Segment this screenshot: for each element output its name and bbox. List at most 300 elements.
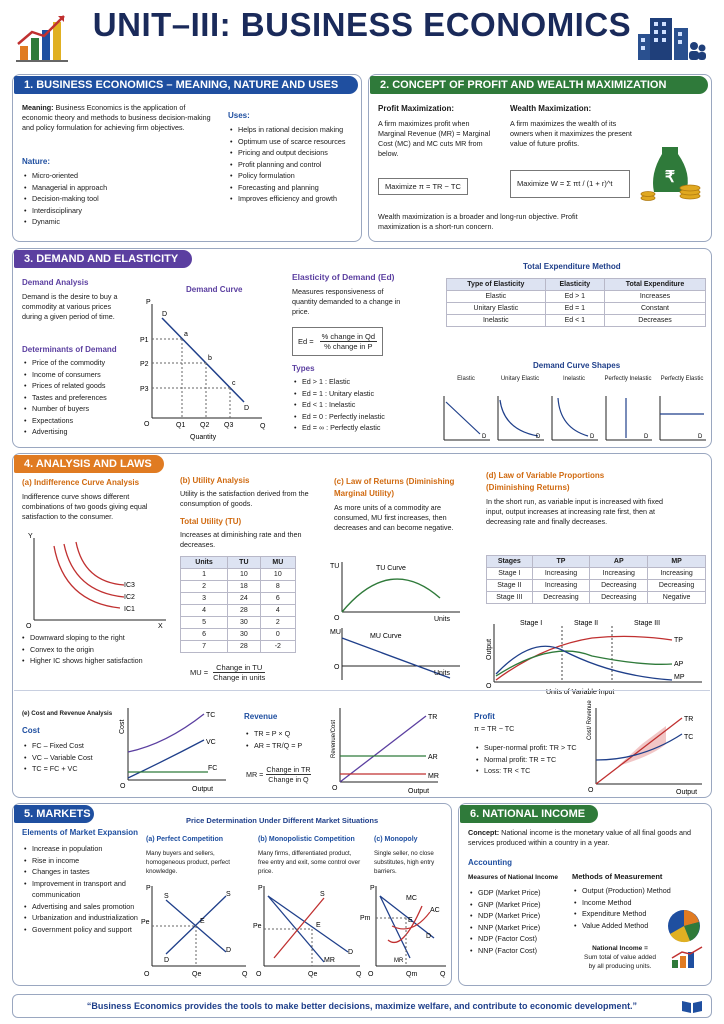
table-header: Total Expenditure: [605, 279, 706, 291]
svg-text:Revenue/Cost: Revenue/Cost: [331, 719, 337, 758]
demand-shape-1: [494, 376, 546, 444]
perfect-competition-chart: [142, 882, 252, 978]
demand-shape-0: [440, 376, 492, 444]
table-cell: 30: [228, 629, 261, 641]
shape-d-label: D: [482, 434, 487, 440]
table-cell: 4: [260, 605, 295, 617]
demand-curve-chart: [140, 296, 270, 442]
meaning-text: Meaning: Business Economics is the application of economic theory and methods to business decision-making and policy formulation for achieving firm objectives.: [22, 103, 211, 132]
svg-text:Units: Units: [434, 670, 450, 677]
list-item: • TR = P × Q: [246, 728, 336, 740]
perfect-competition-text: Many buyers and sellers, homogeneous product, perfect knowledge.: [146, 850, 230, 875]
section-3-header: 3. DEMAND AND ELASTICITY: [14, 250, 192, 268]
svg-text:Quantity: Quantity: [190, 434, 217, 441]
table-cell: Inelastic: [447, 315, 546, 327]
table-cell: Ed < 1: [545, 315, 604, 327]
list-item: • Advertising: [24, 426, 144, 438]
profit-formula: Maximize π = TR − TC: [378, 178, 468, 195]
list-item: • GNP (Market Price): [470, 899, 570, 911]
ic-chart: [24, 534, 170, 630]
shape-d-label: D: [698, 434, 703, 440]
table-row: [181, 569, 296, 581]
list-item: • VC – Variable Cost: [24, 752, 124, 764]
list-item: • Advertising and sales promotion: [24, 901, 142, 913]
svg-text:TR: TR: [684, 716, 694, 723]
list-item: • Downward sloping to the right: [22, 632, 182, 644]
table-row: [181, 593, 296, 605]
wealth-max-title: Wealth Maximization:: [510, 104, 592, 113]
svg-text:D: D: [244, 405, 250, 412]
svg-text:MR: MR: [428, 773, 439, 780]
svg-text:IC1: IC1: [124, 606, 135, 613]
profit-curve-chart: [582, 700, 708, 796]
section-1-header: 1. BUSINESS ECONOMICS – MEANING, NATURE AND USES: [14, 76, 358, 94]
svg-text:E: E: [408, 917, 413, 924]
svg-text:D: D: [348, 949, 354, 956]
monopolistic-chart: [254, 882, 366, 978]
svg-text:O: O: [26, 623, 32, 630]
svg-text:TU: TU: [330, 563, 340, 570]
profit-max-title: Profit Maximization:: [378, 104, 455, 113]
cost-curve-chart: [116, 704, 234, 794]
table-cell: Stage III: [487, 592, 533, 604]
profit-title: Profit: [474, 712, 495, 721]
table-cell: Negative: [648, 592, 706, 604]
list-item: • Forecasting and planning: [230, 182, 360, 194]
book-icon: [680, 998, 704, 1014]
determinants-list: [24, 357, 144, 438]
list-item: • Profit planning and control: [230, 159, 360, 171]
svg-text:AC: AC: [430, 907, 440, 914]
list-item: • Ed = ∞ : Perfectly elastic: [294, 422, 424, 434]
rupee-symbol: ₹: [664, 169, 676, 186]
table-header: Units: [181, 557, 228, 569]
svg-text:Output: Output: [486, 638, 493, 660]
list-item: • Ed > 1 : Elastic: [294, 376, 424, 388]
list-item: • Higher IC shows higher satisfaction: [22, 655, 182, 667]
utility-title: (b) Utility Analysis: [180, 476, 250, 485]
table-cell: 10: [228, 569, 261, 581]
table-row: [487, 580, 706, 592]
table-cell: 2: [260, 617, 295, 629]
table-cell: Decreasing: [532, 592, 590, 604]
list-item: • Decision-making tool: [24, 193, 204, 205]
demand-analysis-title: Demand Analysis: [22, 278, 89, 287]
table-cell: Stage I: [487, 568, 533, 580]
table-cell: Increasing: [532, 580, 590, 592]
table-header: MU: [260, 557, 295, 569]
measures-title: Measures of National Income: [468, 874, 558, 881]
table-cell: 1: [181, 569, 228, 581]
svg-text:O: O: [334, 615, 340, 622]
svg-text:P3: P3: [140, 386, 149, 393]
table-cell: 30: [228, 617, 261, 629]
svg-text:VC: VC: [206, 739, 216, 746]
svg-text:P: P: [258, 885, 263, 892]
svg-text:Output: Output: [676, 789, 698, 796]
list-item: • GDP (Market Price): [470, 887, 570, 899]
nature-list: [24, 170, 204, 228]
svg-text:Output: Output: [192, 786, 214, 793]
pie-chart-icon: [664, 906, 708, 946]
demand-shapes-row: [440, 376, 708, 444]
list-item: • Expectations: [24, 415, 144, 427]
ni-concept: Concept: National income is the monetary value of all final goods and services produced within a country in a year.: [468, 828, 691, 847]
svg-text:O: O: [334, 664, 340, 671]
uses-list: [230, 124, 360, 205]
svg-text:MP: MP: [674, 674, 685, 681]
list-item: • Super-normal profit: TR > TC: [476, 742, 596, 754]
revenue-title: Revenue: [244, 712, 278, 721]
table-cell: Decreasing: [648, 580, 706, 592]
shape-curve: [494, 394, 546, 444]
svg-text:O: O: [332, 785, 338, 792]
svg-text:D: D: [164, 957, 170, 964]
table-cell: Increasing: [590, 568, 648, 580]
table-cell: Elastic: [447, 291, 546, 303]
uses-label: Uses:: [228, 111, 250, 120]
svg-text:MU Curve: MU Curve: [370, 633, 402, 640]
table-cell: 24: [228, 593, 261, 605]
svg-text:Q: Q: [356, 971, 362, 978]
list-item: • Ed < 1 : Inelastic: [294, 399, 424, 411]
table-row: [487, 568, 706, 580]
types-title: Types: [292, 364, 315, 373]
svg-text:O: O: [256, 971, 262, 978]
table-cell: Ed > 1: [545, 291, 604, 303]
list-item: • Value Added Method: [574, 920, 690, 932]
ni-definition-box: National Income = Sum total of value added by all producing units.: [584, 945, 656, 970]
list-item: • Urbanization and industrialization: [24, 912, 142, 924]
table-row: [447, 291, 706, 303]
list-item: • Ed = 1 : Unitary elastic: [294, 388, 424, 400]
svg-text:AR: AR: [428, 754, 438, 761]
money-bag-icon: [640, 134, 706, 204]
determinants-title: Determinants of Demand: [22, 345, 117, 354]
table-cell: 3: [181, 593, 228, 605]
list-item: • Convex to the origin: [22, 644, 182, 656]
elasticity-types-list: [294, 376, 424, 434]
list-item: • Output (Production) Method: [574, 885, 690, 897]
cost-items-list: [24, 740, 124, 775]
section-5-header: 5. MARKETS: [14, 805, 94, 823]
variable-proportions-chart: [482, 616, 708, 698]
ic-properties-list: [22, 632, 182, 667]
list-item: • Expenditure Method: [574, 908, 690, 920]
svg-text:O: O: [588, 787, 594, 794]
demand-curve-title: Demand Curve: [186, 285, 243, 294]
wealth-formula: Maximize W = Σ πt / (1 + r)^t: [510, 170, 630, 198]
svg-text:Pe: Pe: [141, 919, 150, 926]
list-item: • Improves efficiency and growth: [230, 193, 360, 205]
list-item: • Income Method: [574, 897, 690, 909]
svg-text:Pm: Pm: [360, 915, 371, 922]
list-item: • Ed = 0 : Perfectly inelastic: [294, 411, 424, 423]
svg-text:P2: P2: [140, 361, 149, 368]
list-item: • Price of the commodity: [24, 357, 144, 369]
law-returns-title: (c) Law of Returns (Diminishing Marginal Utility): [334, 477, 455, 498]
table-cell: 7: [181, 641, 228, 653]
accounting-title: Accounting: [468, 858, 512, 867]
table-cell: Ed = 1: [545, 303, 604, 315]
wealth-profit-note: Wealth maximization is a broader and long-run objective. Profit maximization is a short-run concern.: [378, 212, 578, 231]
profit-formula-text: π = TR − TC: [474, 724, 515, 733]
tu-curve-chart: [330, 558, 470, 622]
svg-text:Cost: Cost: [119, 719, 126, 734]
mr-formula: MR = Change in TR Change in Q: [246, 765, 311, 784]
svg-text:Stage III: Stage III: [634, 620, 661, 627]
table-header: AP: [590, 556, 648, 568]
table-row: [181, 641, 296, 653]
svg-text:S: S: [226, 891, 231, 898]
monopoly-chart: [360, 882, 450, 978]
table-cell: Increases: [605, 291, 706, 303]
shape-curve: [656, 394, 708, 444]
perfect-competition-title: (a) Perfect Competition: [146, 836, 224, 843]
demand-shape-3: [602, 376, 654, 444]
table-cell: 5: [181, 617, 228, 629]
svg-text:Y: Y: [28, 533, 33, 540]
svg-text:IC3: IC3: [124, 582, 135, 589]
svg-text:IC2: IC2: [124, 594, 135, 601]
table-row: [487, 592, 706, 604]
table-row: [447, 315, 706, 327]
demand-shape-4: [656, 376, 708, 444]
variable-proportions-table: [486, 555, 706, 604]
table-row: [181, 581, 296, 593]
shape-d-label: D: [536, 434, 541, 440]
svg-text:Q: Q: [440, 971, 446, 978]
shape-curve: [440, 394, 492, 444]
ic-text: Indifference curve shows different combinations of two goods giving equal satisfaction to the consumer.: [22, 492, 148, 521]
svg-text:Q2: Q2: [200, 422, 210, 429]
wealth-max-text: A firm maximizes the wealth of its owners when it maximizes the present value of future profits.: [510, 119, 632, 148]
table-cell: Decreases: [605, 315, 706, 327]
svg-text:D: D: [162, 311, 168, 318]
svg-text:O: O: [486, 683, 492, 690]
monopolistic-title: (b) Monopolistic Competition: [258, 836, 355, 843]
table-header: Stages: [487, 556, 533, 568]
svg-text:AP: AP: [674, 661, 684, 668]
list-item: • NDP (Factor Cost): [470, 933, 570, 945]
svg-text:P: P: [370, 885, 375, 892]
shape-label: Perfectly Elastic: [660, 376, 704, 382]
svg-text:Q1: Q1: [176, 422, 186, 429]
footer-quote: “Business Economics provides the tools to make better decisions, maximize welfare, and contribute to economic development.”: [12, 994, 712, 1018]
list-item: • Number of buyers: [24, 403, 144, 415]
table-header: TP: [532, 556, 590, 568]
svg-text:D: D: [426, 933, 432, 940]
list-item: • FC – Fixed Cost: [24, 740, 124, 752]
list-item: • Loss: TR < TC: [476, 765, 596, 777]
table-cell: Stage II: [487, 580, 533, 592]
table-cell: 6: [181, 629, 228, 641]
market-expansion-list: [24, 843, 142, 935]
svg-text:MU: MU: [330, 629, 341, 636]
list-item: • Normal profit: TR = TC: [476, 754, 596, 766]
monopoly-title: (c) Monopoly: [374, 836, 418, 843]
svg-text:E: E: [200, 918, 205, 925]
table-header: Elasticity: [545, 279, 604, 291]
shapes-title: Demand Curve Shapes: [533, 361, 621, 370]
svg-text:Qe: Qe: [308, 971, 318, 978]
utility-table: [180, 556, 296, 653]
monopolistic-text: Many firms, differentiated product, free entry and exit, some control over price.: [258, 850, 361, 875]
monopoly-text: Single seller, no close substitutes, high entry barriers.: [374, 850, 435, 875]
table-cell: Decreasing: [590, 580, 648, 592]
demand-shape-2: [548, 376, 600, 444]
svg-text:TC: TC: [684, 734, 694, 741]
svg-text:Qm: Qm: [406, 971, 418, 978]
shape-label: Unitary Elastic: [500, 376, 540, 382]
table-cell: Increasing: [532, 568, 590, 580]
table-cell: 10: [260, 569, 295, 581]
table-cell: Constant: [605, 303, 706, 315]
table-cell: 0: [260, 629, 295, 641]
table-cell: 8: [260, 581, 295, 593]
demand-analysis-text: Demand is the desire to buy a commodity at various prices during a given period of time.: [22, 292, 118, 321]
svg-text:Cost/ Revenue: Cost/ Revenue: [587, 700, 593, 740]
table-cell: -2: [260, 641, 295, 653]
measures-list: [470, 887, 570, 956]
svg-text:Q3: Q3: [224, 422, 234, 429]
growth-chart-icon: [14, 10, 72, 64]
elasticity-text: Measures responsiveness of quantity demanded to a change in price.: [292, 287, 401, 316]
svg-text:Output: Output: [408, 788, 430, 795]
svg-text:P1: P1: [140, 337, 149, 344]
list-item: • Managerial in approach: [24, 182, 204, 194]
table-row: [447, 303, 706, 315]
svg-text:E: E: [316, 922, 321, 929]
svg-text:TC: TC: [206, 712, 216, 719]
section-4-divider: [14, 690, 710, 691]
elasticity-title: Elasticity of Demand (Ed): [292, 272, 395, 282]
list-item: • Helps in rational decision making: [230, 124, 360, 136]
market-expansion-title: Elements of Market Expansion: [22, 828, 139, 837]
table-cell: 6: [260, 593, 295, 605]
svg-text:MC: MC: [406, 895, 417, 902]
shape-label: Perfectly Inelastic: [604, 376, 652, 382]
svg-text:Units: Units: [434, 616, 450, 623]
svg-text:TR: TR: [428, 714, 438, 721]
svg-text:Qe: Qe: [192, 971, 202, 978]
cost-title: Cost: [22, 726, 40, 735]
svg-text:X: X: [158, 623, 163, 630]
list-item: • Changes in tastes: [24, 866, 142, 878]
svg-text:MR: MR: [394, 958, 404, 964]
svg-text:O: O: [144, 421, 150, 428]
section-4-header: 4. ANALYSIS AND LAWS: [14, 455, 164, 473]
mu-formula: MU = Change in TU Change in units: [190, 663, 266, 682]
svg-text:S: S: [164, 893, 169, 900]
list-item: • Tastes and preferences: [24, 392, 144, 404]
svg-text:Q: Q: [260, 423, 266, 430]
list-item: • TC = FC + VC: [24, 763, 124, 775]
table-row: [181, 605, 296, 617]
table-cell: Decreasing: [590, 592, 648, 604]
list-item: • NNP (Factor Cost): [470, 945, 570, 957]
svg-text:b: b: [208, 355, 212, 362]
nature-label: Nature:: [22, 157, 51, 166]
profit-items-list: [476, 742, 596, 777]
list-item: • Micro-oriented: [24, 170, 204, 182]
page-title: UNIT–III: BUSINESS ECONOMICS: [92, 6, 632, 43]
svg-text:c: c: [232, 380, 236, 387]
table-cell: Increasing: [648, 568, 706, 580]
table-cell: 28: [228, 641, 261, 653]
list-item: • Optimum use of scarce resources: [230, 136, 360, 148]
table-cell: 18: [228, 581, 261, 593]
table-row: [181, 617, 296, 629]
tu-text: Increases at diminishing rate and then decreases.: [180, 530, 302, 549]
law-returns-text: As more units of a commodity are consumed, MU first increases, then decreases and can become negative.: [334, 503, 454, 532]
table-cell: 28: [228, 605, 261, 617]
svg-text:Units of Variable Input: Units of Variable Input: [546, 689, 615, 696]
variable-proportions-text: In the short run, as variable input is increased with fixed input, output increases at increasing rate first, then at decreasing rate and finally decreases.: [486, 497, 663, 526]
shape-label: Elastic: [457, 376, 475, 382]
svg-text:Stage I: Stage I: [520, 620, 543, 627]
shape-d-label: D: [644, 434, 649, 440]
shape-curve: [548, 394, 600, 444]
list-item: • Rise in income: [24, 855, 142, 867]
office-building-icon: [632, 12, 708, 62]
svg-text:O: O: [120, 783, 126, 790]
utility-text: Utility is the satisfaction derived from the consumption of goods.: [180, 489, 309, 508]
list-item: • Government policy and support: [24, 924, 142, 936]
table-header: MP: [648, 556, 706, 568]
shape-d-label: D: [590, 434, 595, 440]
section-2-header: 2. CONCEPT OF PROFIT AND WEALTH MAXIMIZATION: [370, 76, 708, 94]
svg-text:TP: TP: [674, 637, 683, 644]
list-item: • Improvement in transport and communication: [24, 878, 142, 901]
table-cell: 2: [181, 581, 228, 593]
total-expenditure-table: [446, 278, 706, 327]
revenue-items-list: [246, 728, 336, 751]
svg-text:P: P: [146, 299, 151, 306]
revenue-curve-chart: [326, 704, 446, 796]
list-item: • AR = TR/Q = P: [246, 740, 336, 752]
svg-text:TU Curve: TU Curve: [376, 565, 406, 572]
svg-text:a: a: [184, 331, 188, 338]
shape-curve: [602, 394, 654, 444]
svg-text:S: S: [320, 891, 325, 898]
bar-chart-icon: [670, 946, 706, 970]
table-cell: 4: [181, 605, 228, 617]
shape-label: Inelastic: [562, 376, 585, 382]
table-row: [181, 629, 296, 641]
svg-text:P: P: [146, 885, 151, 892]
te-method-title: Total Expenditure Method: [523, 262, 621, 271]
ic-title: (a) Indifference Curve Analysis: [22, 478, 140, 487]
profit-max-text: A firm maximizes profit when Marginal Revenue (MR) = Marginal Cost (MC) and MC cuts MR from below.: [378, 119, 491, 158]
table-cell: Unitary Elastic: [447, 303, 546, 315]
list-item: • Policy formulation: [230, 170, 360, 182]
list-item: • Pricing and output decisions: [230, 147, 360, 159]
section-6-header: 6. NATIONAL INCOME: [460, 805, 598, 823]
svg-text:O: O: [144, 971, 150, 978]
elasticity-formula: Ed = % change in Qd % change in P: [292, 327, 383, 356]
svg-text:MR: MR: [324, 957, 335, 964]
mu-curve-chart: [330, 624, 470, 688]
variable-proportions-title: (d) Law of Variable Proportions (Diminishing Returns): [486, 471, 605, 492]
list-item: • Interdisciplinary: [24, 205, 204, 217]
table-header: Type of Elasticity: [447, 279, 546, 291]
svg-text:D: D: [226, 947, 232, 954]
methods-title: Methods of Measurement: [572, 872, 663, 881]
price-determination-title: Price Determination Under Different Market Situations: [186, 816, 379, 825]
list-item: • Increase in population: [24, 843, 142, 855]
svg-text:FC: FC: [208, 765, 218, 772]
